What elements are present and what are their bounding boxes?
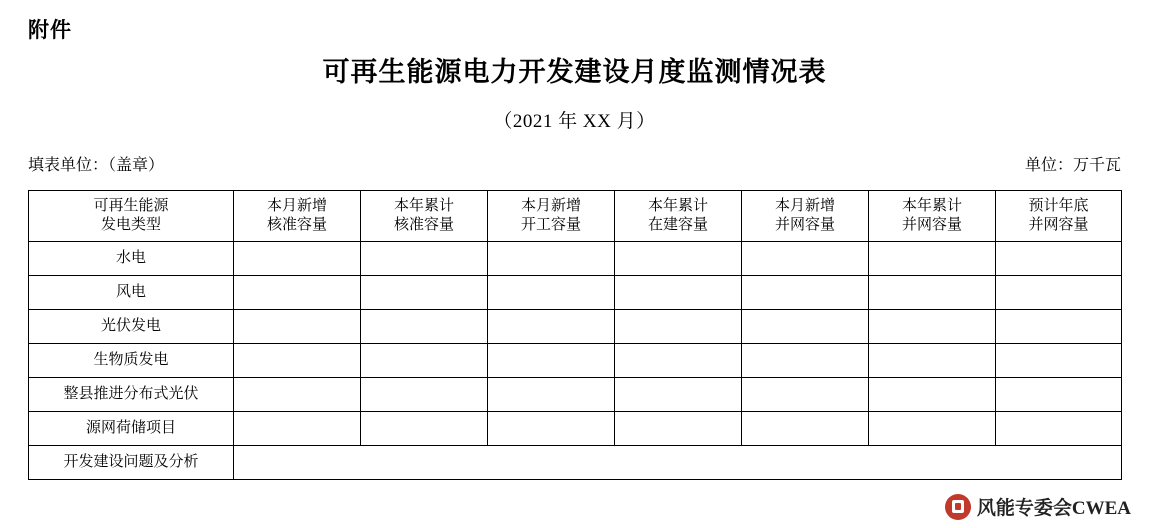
table-row <box>29 276 1122 310</box>
data-cell[interactable] <box>996 276 1122 310</box>
data-cell[interactable] <box>234 378 361 412</box>
header-line-1: 本月新增 <box>520 198 581 215</box>
data-cell[interactable] <box>361 242 488 276</box>
wechat-logo-icon <box>945 494 971 520</box>
data-cell[interactable] <box>361 412 488 446</box>
data-cell[interactable] <box>742 242 869 276</box>
header-line-1: 预计年底 <box>1028 198 1089 215</box>
data-cell[interactable] <box>996 344 1122 378</box>
header-line-2: 核准容量 <box>266 217 327 233</box>
header-line-1: 可再生能源 <box>93 198 169 215</box>
row-label: 源网荷储项目 <box>29 412 234 446</box>
data-cell[interactable] <box>869 344 996 378</box>
watermark <box>945 493 1131 520</box>
data-cell[interactable] <box>615 344 742 378</box>
data-cell[interactable] <box>615 242 742 276</box>
table-header-cell <box>615 191 742 242</box>
data-cell[interactable] <box>996 378 1122 412</box>
table-header-cell <box>361 191 488 242</box>
data-cell[interactable] <box>742 276 869 310</box>
data-cell[interactable] <box>742 378 869 412</box>
header-line-1: 本年累计 <box>393 198 454 215</box>
row-label: 开发建设问题及分析 <box>29 446 234 480</box>
data-cell[interactable] <box>488 378 615 412</box>
table-row <box>29 412 1122 446</box>
meta-row <box>28 152 1121 174</box>
data-cell[interactable] <box>234 412 361 446</box>
data-cell[interactable] <box>361 310 488 344</box>
row-label: 水电 <box>29 242 234 276</box>
data-cell[interactable] <box>488 276 615 310</box>
data-cell[interactable] <box>742 412 869 446</box>
data-cell[interactable] <box>742 344 869 378</box>
header-line-1: 本年累计 <box>901 198 962 215</box>
row-label: 风电 <box>29 276 234 310</box>
data-cell[interactable] <box>234 276 361 310</box>
data-cell[interactable] <box>742 310 869 344</box>
header-line-1: 本月新增 <box>774 198 835 215</box>
data-cell[interactable] <box>869 242 996 276</box>
analysis-cell[interactable] <box>234 446 1122 480</box>
data-cell[interactable] <box>869 378 996 412</box>
unit-label: 单位：万千瓦 <box>1024 157 1121 174</box>
data-cell[interactable] <box>996 310 1122 344</box>
table-header-cell <box>996 191 1122 242</box>
attachment-label: 附件 <box>28 18 72 42</box>
row-label: 整县推进分布式光伏 <box>29 378 234 412</box>
header-line-2: 并网容量 <box>774 217 835 233</box>
table-header-cell <box>488 191 615 242</box>
row-label: 生物质发电 <box>29 344 234 378</box>
page-subtitle: （2021 年 XX 月） <box>493 111 656 132</box>
table-header-cell <box>29 191 234 242</box>
data-cell[interactable] <box>234 344 361 378</box>
data-cell[interactable] <box>615 310 742 344</box>
data-cell[interactable] <box>869 276 996 310</box>
table-header-cell <box>869 191 996 242</box>
header-line-2: 开工容量 <box>520 217 581 233</box>
data-cell[interactable] <box>869 310 996 344</box>
header-line-1: 本月新增 <box>266 198 327 215</box>
table-header-row <box>29 191 1122 242</box>
header-line-1: 本年累计 <box>647 198 708 215</box>
data-cell[interactable] <box>615 412 742 446</box>
filler-unit-label: 填表单位：（盖章） <box>28 157 165 174</box>
data-cell[interactable] <box>361 344 488 378</box>
page-title: 可再生能源电力开发建设月度监测情况表 <box>322 57 827 87</box>
data-cell[interactable] <box>869 412 996 446</box>
data-cell[interactable] <box>234 310 361 344</box>
table-row <box>29 310 1122 344</box>
data-cell[interactable] <box>488 242 615 276</box>
data-cell[interactable] <box>615 378 742 412</box>
table-row-analysis <box>29 446 1122 480</box>
data-cell[interactable] <box>996 412 1122 446</box>
header-line-2: 核准容量 <box>393 217 454 233</box>
data-cell[interactable] <box>488 344 615 378</box>
data-cell[interactable] <box>234 242 361 276</box>
header-line-2: 并网容量 <box>1028 217 1089 233</box>
table-header-cell <box>742 191 869 242</box>
row-label: 光伏发电 <box>29 310 234 344</box>
header-line-2: 在建容量 <box>647 217 708 233</box>
header-line-2: 并网容量 <box>901 217 962 233</box>
data-cell[interactable] <box>488 310 615 344</box>
table-row <box>29 378 1122 412</box>
watermark-text: 风能专委会CWEA <box>976 498 1131 519</box>
table-header-cell <box>234 191 361 242</box>
data-cell[interactable] <box>996 242 1122 276</box>
header-line-2: 发电类型 <box>100 217 161 233</box>
monitoring-table <box>28 190 1122 480</box>
data-cell[interactable] <box>361 276 488 310</box>
table-row <box>29 242 1122 276</box>
table-row <box>29 344 1122 378</box>
data-cell[interactable] <box>488 412 615 446</box>
data-cell[interactable] <box>615 276 742 310</box>
data-cell[interactable] <box>361 378 488 412</box>
